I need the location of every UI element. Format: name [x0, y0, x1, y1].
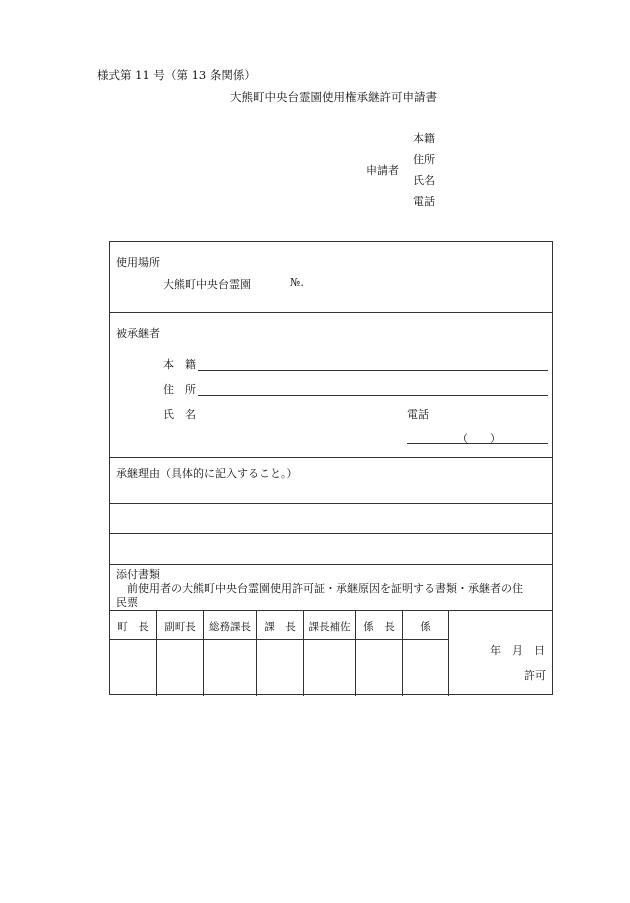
approval-col-section-chief: 課 長: [264, 621, 296, 633]
predecessor-domicile-label: 本 籍: [163, 358, 196, 371]
approval-col-staff: 係: [420, 621, 431, 633]
applicant-label: 申請者: [366, 164, 399, 177]
attachments-label: 添付書類: [116, 568, 160, 581]
applicant-name-label: 氏名: [413, 174, 435, 187]
applicant-domicile-label: 本籍: [413, 132, 435, 145]
approval-col-mayor: 町 長: [117, 621, 149, 633]
predecessor-address-label: 住 所: [163, 383, 196, 396]
divider: [110, 312, 552, 313]
divider: [448, 610, 449, 696]
predecessor-phone-label: 電話: [407, 408, 429, 421]
applicant-address-label: 住所: [413, 153, 435, 166]
predecessor-name-label: 氏 名: [163, 408, 196, 421]
reason-label: 承継理由（具体的に記入すること。）: [116, 467, 298, 480]
predecessor-address-field[interactable]: [198, 395, 548, 396]
permit-date: 年 月 日: [490, 644, 545, 657]
form-id: 様式第 11 号（第 13 条関係）: [97, 68, 256, 82]
attachments-text-line2: 民票: [116, 596, 138, 609]
usage-place-label: 使用場所: [116, 256, 160, 269]
divider: [110, 564, 552, 565]
approval-col-unit-chief: 係 長: [363, 621, 395, 633]
application-form-table: [109, 241, 553, 695]
divider: [110, 533, 552, 534]
divider: [110, 610, 552, 611]
predecessor-phone-field[interactable]: [407, 443, 548, 444]
approval-col-general-affairs-director: 総務課長: [209, 621, 251, 633]
usage-place-value: 大熊町中央台霊園: [163, 278, 251, 291]
predecessor-domicile-field[interactable]: [198, 370, 548, 371]
plot-number-label: №.: [290, 276, 304, 289]
predecessor-label: 被承継者: [116, 327, 160, 340]
predecessor-phone-format: （ ）: [457, 432, 501, 445]
permit-label: 許可: [524, 669, 546, 682]
attachments-text-line1: 前使用者の大熊町中央台霊園使用許可証・承継原因を証明する書類・承継者の住: [116, 582, 523, 595]
divider: [110, 503, 552, 504]
divider: [110, 457, 552, 458]
approval-col-assistant-chief: 課長補佐: [308, 621, 351, 633]
approval-col-deputy-mayor: 副町長: [164, 621, 196, 633]
applicant-phone-label: 電話: [413, 195, 435, 208]
page-title: 大熊町中央台霊園使用権承継許可申請書: [230, 90, 437, 104]
